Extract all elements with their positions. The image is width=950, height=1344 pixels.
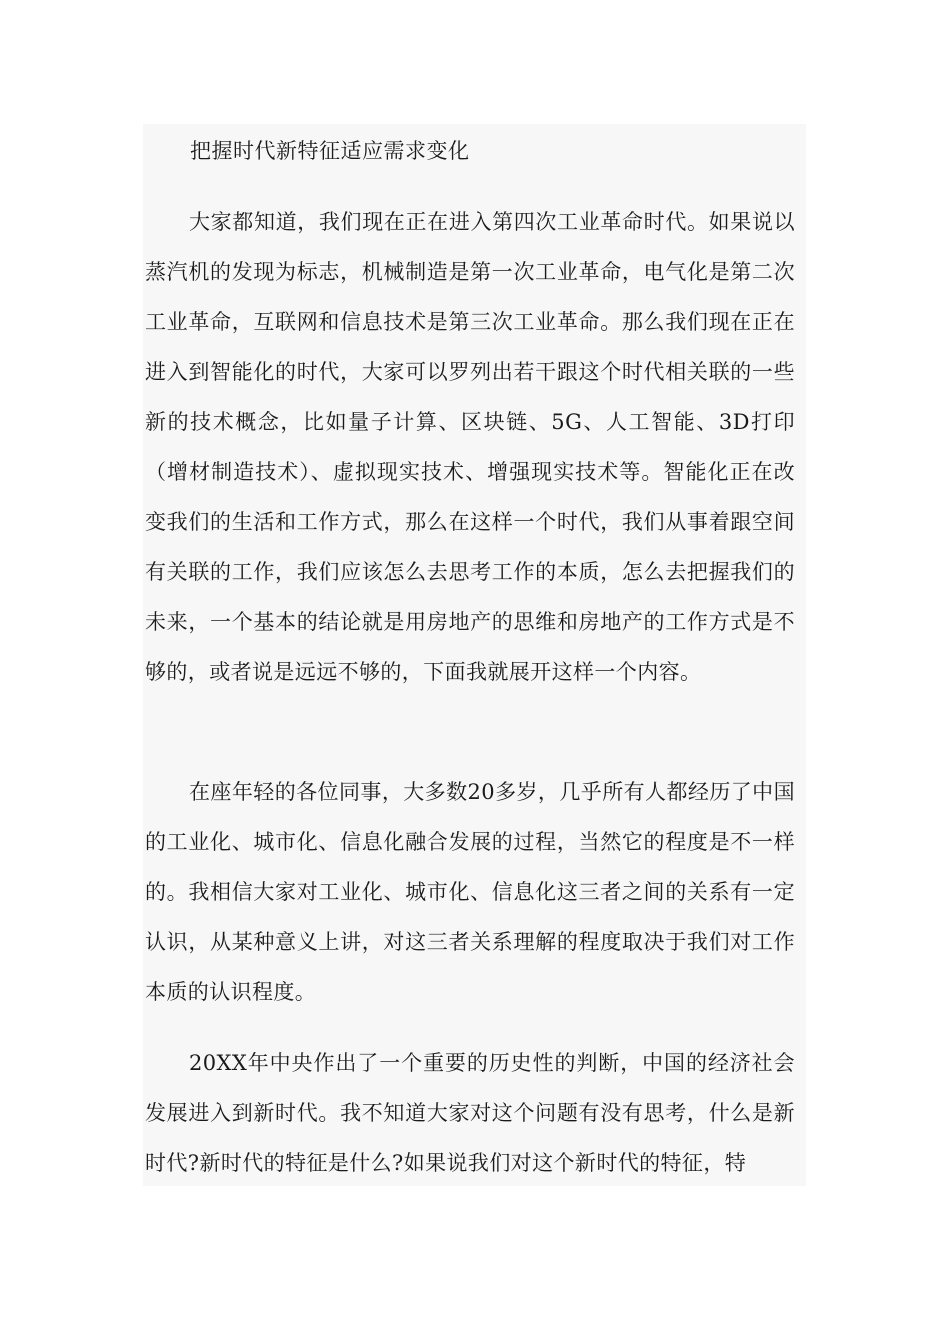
paragraph-3: 20XX年中央作出了一个重要的历史性的判断，中国的经济社会发展进入到新时代。我不知道大家对这个问题有没有思考，什么是新时代?新时代的特征是什么?如果说我们对这个新时代的特征，特 (145, 1051, 795, 1175)
paragraph-2: 在座年轻的各位同事，大多数20多岁，几乎所有人都经历了中国的工业化、城市化、信息化融合发展的过程，当然它的程度是不一样的。我相信大家对工业化、城市化、信息化这三者之间的关系有一定认识，从某种意义上讲，对这三者关系理解的程度取决于我们对工作本质的认识程度。 (145, 780, 795, 1004)
document-title: 把握时代新特征适应需求变化 (190, 139, 470, 163)
paragraph-1: 大家都知道，我们现在正在进入第四次工业革命时代。如果说以蒸汽机的发现为标志，机械制造是第一次工业革命，电气化是第二次工业革命，互联网和信息技术是第三次工业革命。那么我们现在正在进入到智能化的时代，大家可以罗列出若干跟这个时代相关联的一些新的技术概念，比如量子计算、区块链、5G、人工智能、3D打印（增材制造技术）、虚拟现实技术、增强现实技术等。智能化正在改变我们的生活和工作方式，那么在这样一个时代，我们从事着跟空间有关联的工作，我们应该怎么去思考工作的本质，怎么去把握我们的未来，一个基本的结论就是用房地产的思维和房地产的工作方式是不够的，或者说是远远不够的，下面我就展开这样一个内容。 (145, 210, 795, 684)
